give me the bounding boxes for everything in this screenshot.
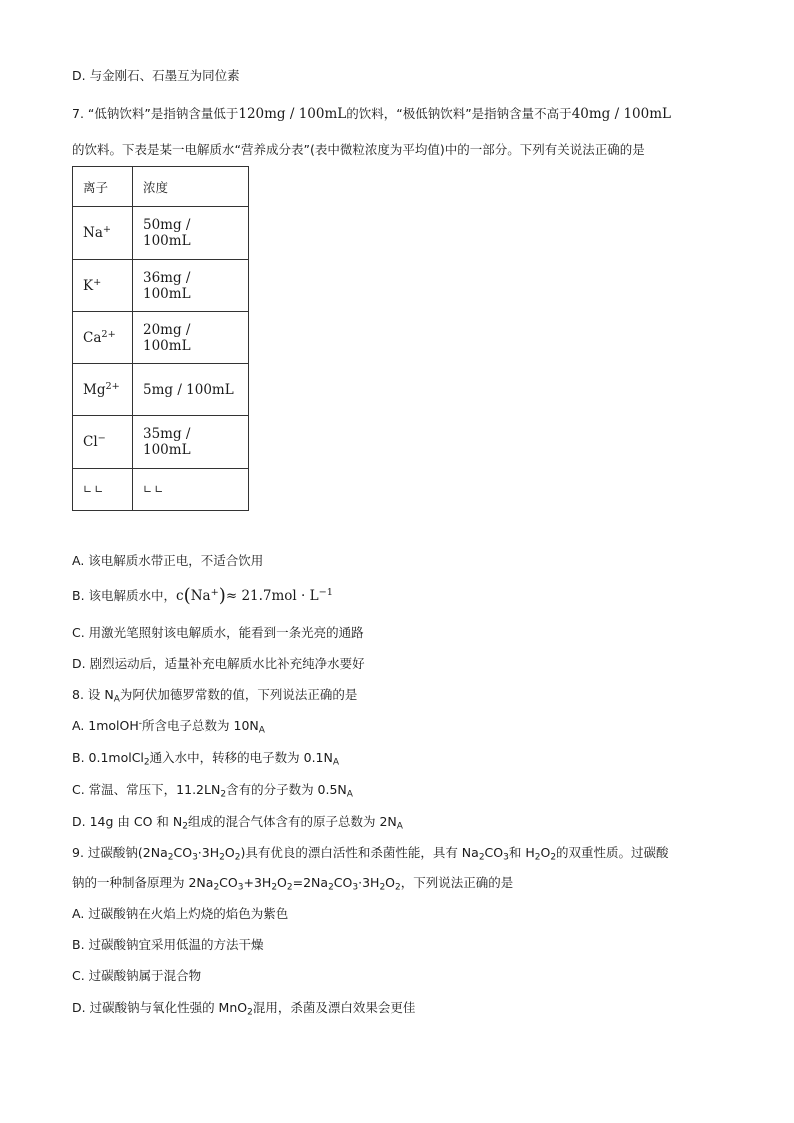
ion-cell: Cl−	[73, 416, 133, 469]
q8-option-a: A. 1molOH-所含电子总数为 $10N_A$	[72, 718, 265, 736]
q9-option-a: A. 过碳酸钠在火焰上灼烧的焰色为紫色	[72, 906, 289, 921]
q9-option-c: C. 过碳酸钠属于混合物	[72, 968, 202, 983]
nutrition-table	[72, 166, 249, 511]
q7-stem-line-2: 的饮料。下表是某一电解质水“营养成分表”(表中微粒浓度为平均值)中的一部分。下列有关说法正确的是	[72, 142, 645, 157]
q7-option-c: C. 用激光笔照射该电解质水，能看到一条光亮的通路	[72, 625, 364, 640]
q8-stem: 8. 设 $N_A$为阿伏加德罗常数的值，下列说法正确的是	[72, 687, 358, 705]
concentration-cell: 20mg / 100mL	[133, 312, 249, 364]
ellipsis-cell: ∟∟	[73, 469, 133, 511]
q9-stem-line-1: 9. 过碳酸钠$(2Na_2CO_3\cdot 3H_2O_2)$具有优良的漂白活性和杀菌性能，具有 $Na_2CO_3$和 $H_2O_2$的双重性质。过碳酸	[72, 845, 669, 863]
q7-limit-low: 120mg / 100mL	[238, 106, 347, 122]
table-header-row	[73, 167, 249, 207]
q9-option-b: B. 过碳酸钠宜采用低温的方法干燥	[72, 937, 264, 952]
ion-cell: $Ca^{2+}$	[73, 312, 133, 364]
q8-option-c: C. 常温、常压下，$11.2LN_2$含有的分子数为 $0.5N_A$	[72, 782, 353, 800]
q7-stem-line-1: 7. “低钠饮料”是指钠含量低于120mg / 100mL的饮料，“极低钠饮料”是指钠含量不高于40mg / 100mL	[72, 106, 671, 122]
concentration-cell: 36mg / 100mL	[133, 260, 249, 312]
q9-stem-line-2: 钠的一种制备原理为 $2Na_2CO_3+3H_2O_2=2Na_2CO_3\cdot 3H_2O_2$，下列说法正确的是	[72, 875, 514, 893]
ion-cell: Na+	[73, 207, 133, 260]
table-row	[73, 416, 249, 469]
q7-option-a: A. 该电解质水带正电，不适合饮用	[72, 553, 264, 568]
q8-option-d: D. 14g 由 CO 和 $N_2$组成的混合气体含有的原子总数为 $2N_A$	[72, 814, 403, 832]
table-row	[73, 312, 249, 364]
ion-cell: $Mg^{2+}$	[73, 364, 133, 416]
ellipsis-cell: ∟∟	[133, 469, 249, 511]
table-row	[73, 207, 249, 260]
header-concentration: 浓度	[133, 167, 249, 207]
q7-limit-very-low: 40mg / 100mL	[571, 106, 671, 122]
q8-option-b: B. 0.1molCl$_2$通入水中，转移的电子数为 $0.1N_A$	[72, 750, 340, 768]
q7-option-d: D. 剧烈运动后，适量补充电解质水比补充纯净水要好	[72, 656, 365, 671]
concentration-cell: 35mg / 100mL	[133, 416, 249, 469]
concentration-cell: 50mg / 100mL	[133, 207, 249, 260]
table-row	[73, 260, 249, 312]
table-row	[73, 469, 249, 511]
q9-option-d: D. 过碳酸钠与氧化性强的 MnO$_2$混用，杀菌及漂白效果会更佳	[72, 1000, 416, 1018]
q7-option-b: B. 该电解质水中，$c(Na^+)\approx 21.7mol \cdot L^{-1}$	[72, 585, 333, 607]
q6-option-d: D. 与金刚石、石墨互为同位素	[72, 68, 240, 83]
ion-cell: K+	[73, 260, 133, 312]
concentration-cell: 5mg / 100mL	[133, 364, 249, 416]
header-ion: 离子	[73, 167, 133, 207]
table-row	[73, 364, 249, 416]
